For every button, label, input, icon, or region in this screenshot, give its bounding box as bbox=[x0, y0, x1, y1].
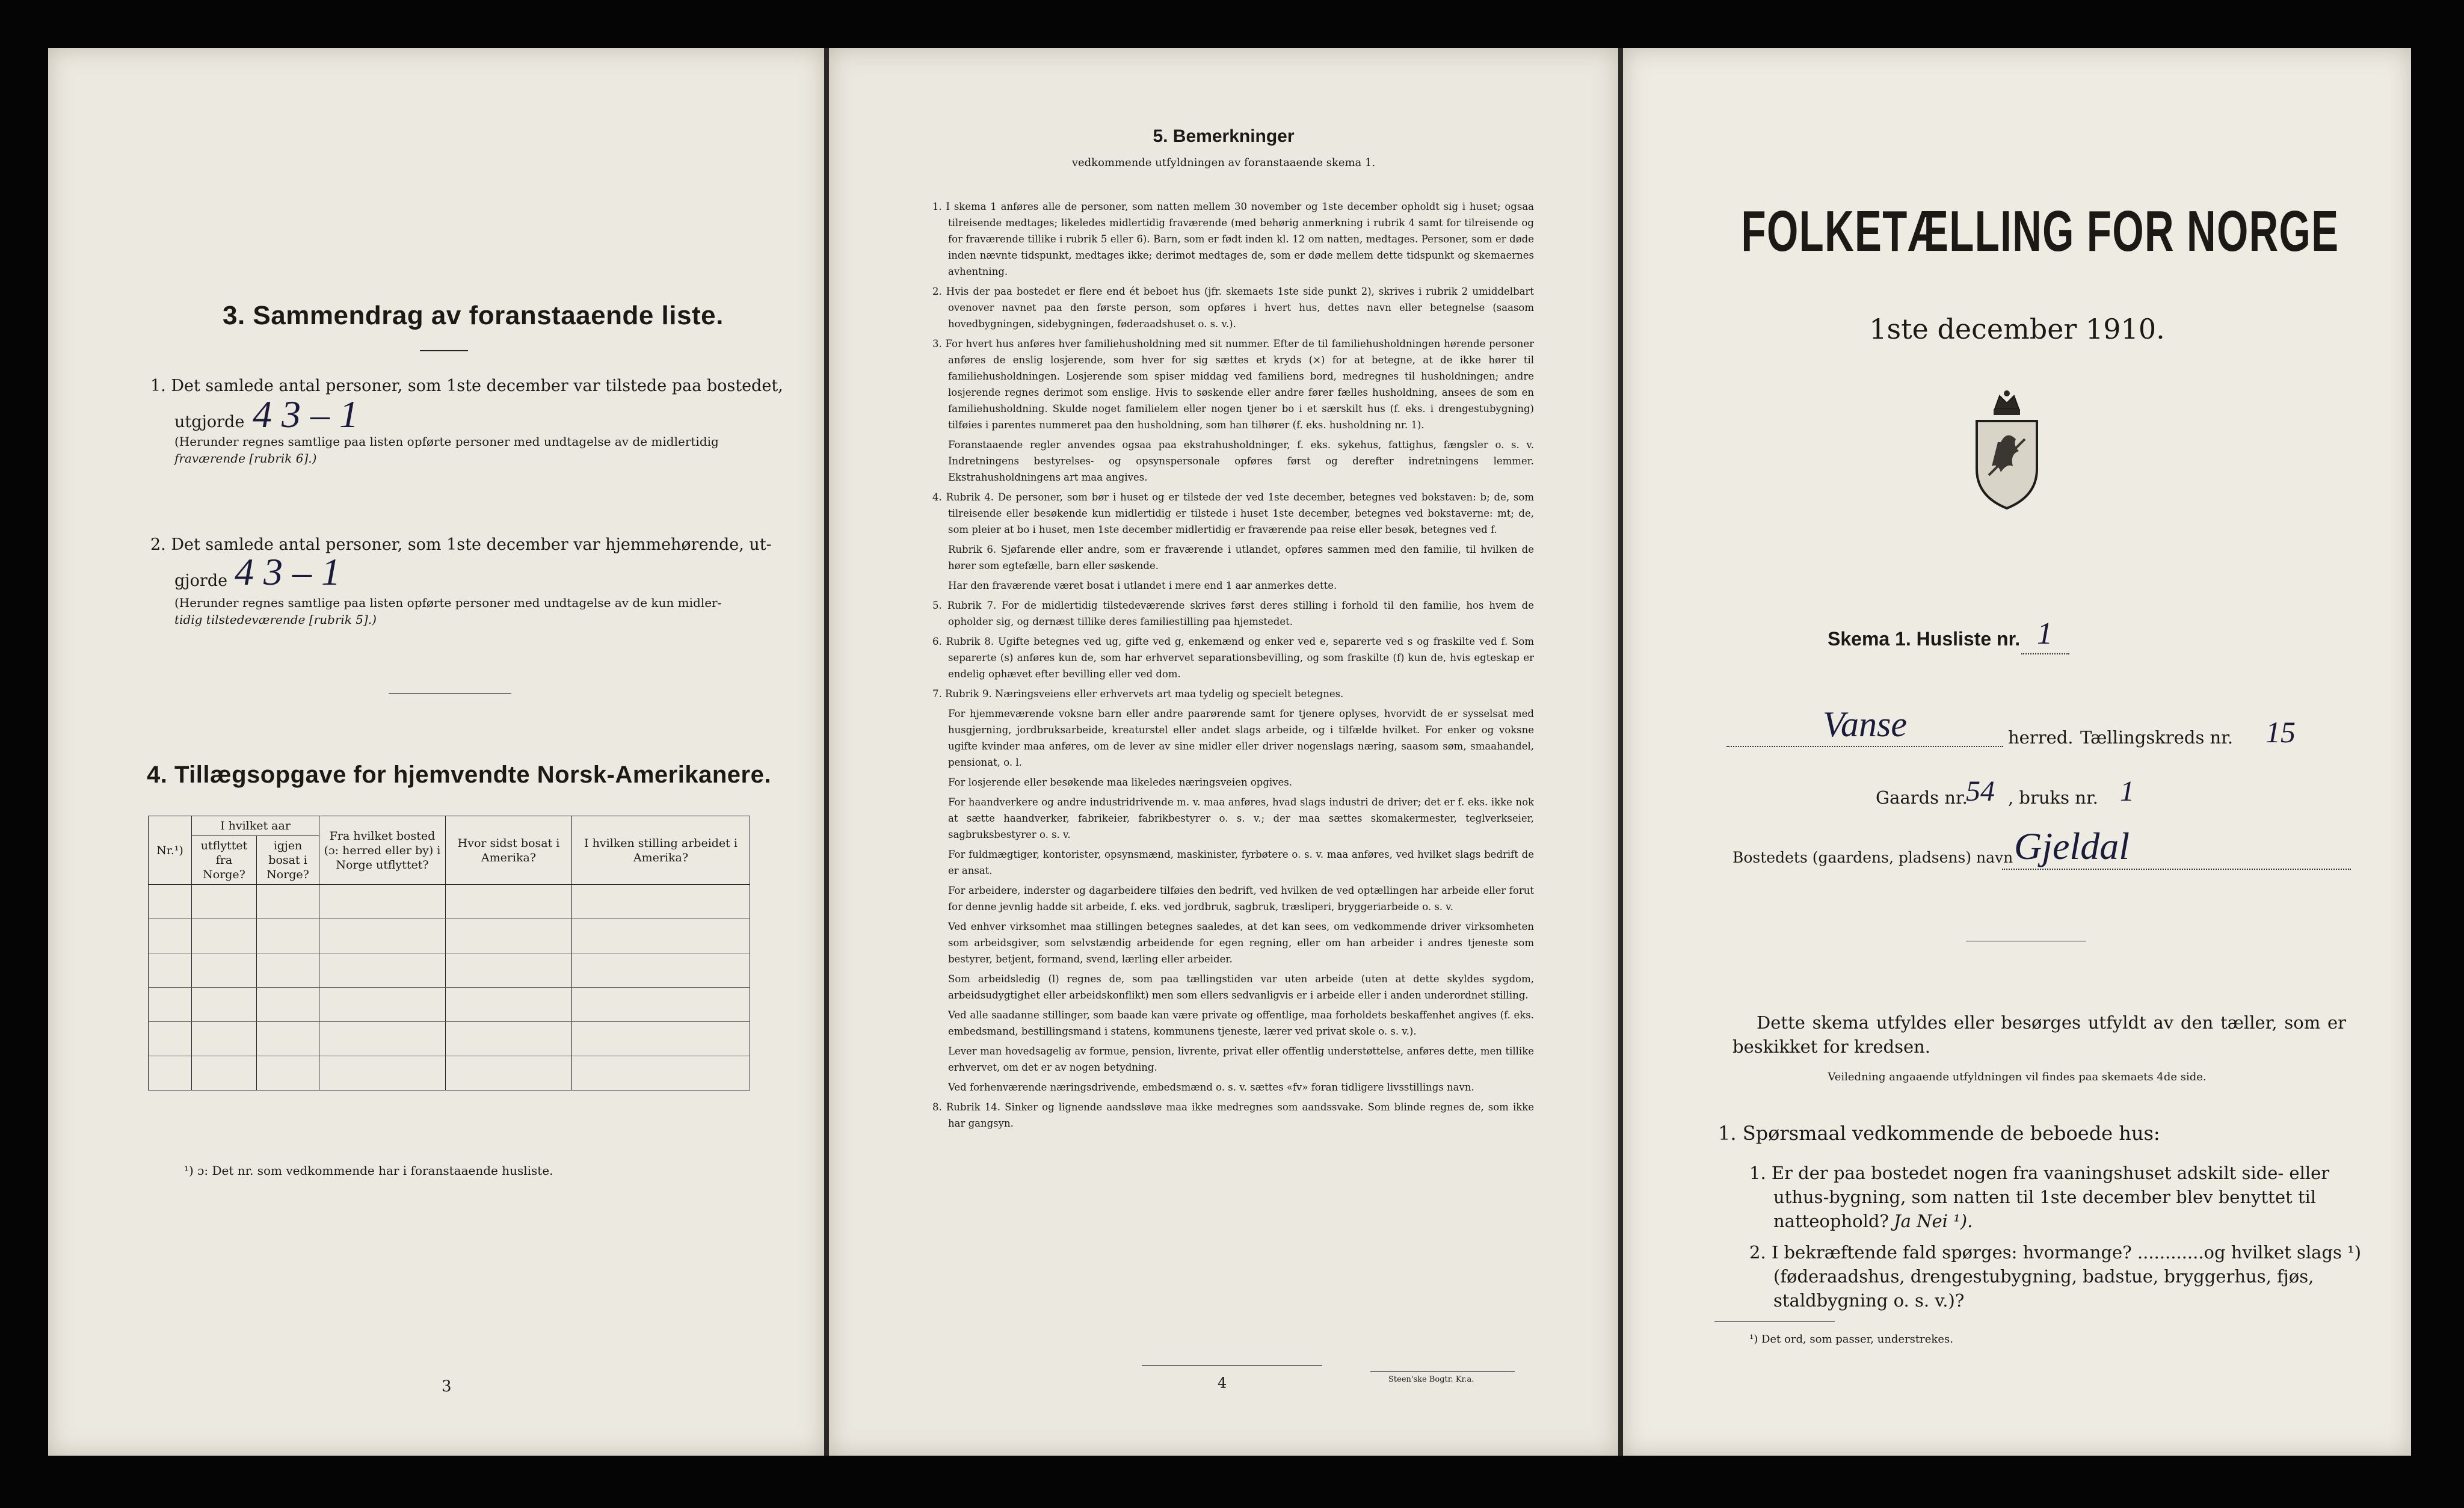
remark-7g: Ved enhver virksomhet maa stillingen betegnes saaledes, at det kan sees, om vedkommende driver virksomheten som arbeidsgiver, som selvstændig arbeidende for egen regning, eller om han arbeider i andres tjeneste som bestyrer, betjent, formand, svend, lærling eller arbeider. bbox=[948, 921, 1534, 965]
table-row bbox=[149, 1056, 750, 1091]
item2-note2: tidig tilstedeværende [rubrik 5].) bbox=[174, 612, 377, 627]
item2-handwritten: 4 3 – 1 bbox=[235, 550, 340, 593]
herred-label: herred. bbox=[2008, 727, 2074, 748]
table-row bbox=[149, 988, 750, 1022]
question-2: 2. I bekræftende fald spørges: hvormange? ............og hvilket slags ¹) (føderaadshus, drengestubygning, badstue, bryggerhus, fjøs, staldbygning o. s. v.)? bbox=[1749, 1242, 2362, 1311]
remark-3b: Foranstaaende regler anvendes ogsaa paa ekstrahusholdninger, f. eks. sykehus, fattighus, fængsler o. s. v. Indretningens bestyrelses- og opsynspersonale opføres først og derefter indretningens lemmer. Ekstrahusholdningens art maa angives. bbox=[948, 439, 1534, 483]
col-header-year-group: I hvilket aar bbox=[192, 816, 319, 836]
remark-1: 1. I skema 1 anføres alle de personer, som natten mellem 30 november og 1ste december opholdt sig i huset; ogsaa tilreisende medtages; likeledes midlertidig fraværende (med behørig anmerkning i rubrik 4 samt for tilreisende og for fraværende tillike i rubrik 5 eller 6). Barn, som er født inden kl. 12 om natten, medtages. Personer, som er døde inden nævnte tidspunkt, medtages ikke; derimot medtages de, som er døde mellem dette tidspunkt og skemaernes avhentning. bbox=[932, 201, 1534, 277]
remark-2: 2. Hvis der paa bostedet er flere end ét beboet hus (jfr. skemaets 1ste side punkt 2), skrives i rubrik 2 umiddelbart ovenover navnet paa den første person, som opføres i hvert hus, dettes navn eller betegnelse (saasom hovedbygningen, sidebygningen, føderaadshuset o. s. v.). bbox=[932, 286, 1534, 330]
remarks-list bbox=[932, 199, 1534, 1135]
item1-prefix: utgjorde bbox=[174, 413, 245, 431]
divider bbox=[1142, 1365, 1322, 1366]
remark-3: 3. For hvert hus anføres hver familiehusholdning med sit nummer. Efter de til familiehusholdningen hørende personer anføres de enslig losjerende, som hver for sig sættes et kryds (×) for at betegne, at de ikke hører til familiehusholdningen. Losjerende som spiser middag ved familiens bord, medregnes til husholdningen; andre losjerende regnes derimot som enslige. Hvis to søskende eller andre fører fælles husholdning, ansees de som en familiehusholdning. Skulde noget familielem eller nogen tjener bo i et særskilt hus (f. eks. i drengestubygning) tilføies i parentes nummeret paa den husholdning, som han tilhører (f. eks. husholdning nr. 1). bbox=[932, 338, 1534, 431]
remark-7e: For fuldmægtiger, kontorister, opsynsmænd, maskinister, fyrbøtere o. s. v. maa anføres, ved hvilket slags bedrift de er ansat. bbox=[948, 849, 1534, 876]
divider bbox=[1370, 1371, 1515, 1372]
schema-label: Skema 1. Husliste nr. bbox=[1828, 628, 2021, 650]
census-title: FOLKETÆLLING FOR NORGE bbox=[1741, 199, 2339, 263]
table-row bbox=[149, 885, 750, 919]
page-3 bbox=[48, 48, 824, 1456]
remark-7: 7. Rubrik 9. Næringsveiens eller erhvervets art maa tydelig og specielt betegnes. bbox=[932, 688, 1344, 700]
remark-7h: Som arbeidsledig (l) regnes de, som paa tællingstiden var uten arbeide (uten at dette skyldes sygdom, arbeidsudygtighet eller arbeidskonflikt) men som ellers sedvanligvis er i arbeide eller i anden underordnet stilling. bbox=[948, 973, 1534, 1001]
instruction-1: Dette skema utfyldes eller besørges utfyldt av den tæller, som er beskikket for kredsen. bbox=[1732, 1012, 2346, 1057]
page-fold bbox=[824, 48, 829, 1456]
remark-7j: Lever man hovedsagelig av formue, pension, livrente, privat eller offentlig understøttelse, anføres dette, men tillike erhvervet, om det er av nogen betydning. bbox=[948, 1045, 1534, 1073]
section4-title: 4. Tillægsopgave for hjemvendte Norsk-Amerikanere. bbox=[147, 762, 771, 788]
herred-line bbox=[1726, 746, 2003, 747]
item2-text: 2. Det samlede antal personer, som 1ste december var hjemmehørende, ut- bbox=[150, 535, 772, 554]
table-row bbox=[149, 919, 750, 953]
remark-7c: For losjerende eller besøkende maa likeledes næringsveien opgives. bbox=[948, 777, 1292, 788]
col-header-utflyttet: utflyttet fra Norge? bbox=[192, 836, 257, 885]
question-1-answer: Ja Nei ¹). bbox=[1894, 1211, 1973, 1231]
remark-4b: Rubrik 6. Sjøfarende eller andre, som er fraværende i utlandet, opføres sammen med den familie, til hvilken de hører som egtefælle, barn eller søskende. bbox=[948, 544, 1534, 571]
herred-value: Vanse bbox=[1823, 704, 1907, 744]
remark-7k: Ved forhenværende næringsdrivende, embedsmænd o. s. v. sættes «fv» foran tidligere livsstillings navn. bbox=[948, 1082, 1474, 1093]
remark-5: 5. Rubrik 7. For de midlertidig tilstedeværende skrives først deres stilling i forhold til den familie, hos hvem de opholder sig, og dernæst tillike deres familiestilling paa hjemstedet. bbox=[932, 600, 1534, 627]
col-header-fra: Fra hvilket bosted (ɔ: herred eller by) i Norge utflyttet? bbox=[319, 816, 446, 885]
page-number: 4 bbox=[1218, 1374, 1227, 1391]
divider bbox=[1714, 1321, 1835, 1322]
page-1 bbox=[1623, 48, 2411, 1456]
remark-4c: Har den fraværende været bosat i utlandet i mere end 1 aar anmerkes dette. bbox=[948, 580, 1337, 591]
bosted-value: Gjeldal bbox=[2014, 825, 2130, 867]
footnote: ¹) Det ord, som passer, understrekes. bbox=[1749, 1333, 1953, 1346]
item1-text: 1. Det samlede antal personer, som 1ste december var tilstede paa bostedet, bbox=[150, 377, 783, 395]
item1-note1: (Herunder regnes samtlige paa listen opførte personer med undtagelse av de midlertidig bbox=[174, 434, 719, 449]
kreds-value: 15 bbox=[2265, 715, 2296, 749]
item1-handwritten: 4 3 – 1 bbox=[253, 393, 359, 435]
page-number: 3 bbox=[442, 1377, 452, 1396]
table-row bbox=[149, 953, 750, 988]
page-fold bbox=[1618, 48, 1623, 1456]
bruks-label: , bruks nr. bbox=[2008, 787, 2098, 808]
col-header-nr: Nr.¹) bbox=[149, 816, 192, 885]
table-row bbox=[149, 1022, 750, 1056]
printer-mark: Steen'ske Bogtr. Kr.a. bbox=[1388, 1375, 1474, 1384]
section4-footnote: ¹) ɔ: Det nr. som vedkommende har i foranstaaende husliste. bbox=[184, 1163, 553, 1178]
item2-prefix: gjorde bbox=[174, 571, 228, 590]
bruks-value: 1 bbox=[2120, 775, 2134, 807]
item2-note1: (Herunder regnes samtlige paa listen opførte personer med undtagelse av de kun midler- bbox=[174, 596, 722, 610]
remark-7f: For arbeidere, inderster og dagarbeidere tilføies den bedrift, ved hvilken de ved optællingen har arbeide eller forut for denne jevnlig hadde sit arbeide, f. eks. ved jordbruk, sagbruk, træsliperi, bryggeriarbeide o. s. v. bbox=[948, 885, 1534, 912]
gaards-value: 54 bbox=[1966, 775, 1995, 807]
remark-7i: Ved alle saadanne stillinger, som baade kan være private og offentlige, maa forholdets beskaffenhet angives (f. eks. embedsmand, bestillingsmand i statens, kommunens tjeneste, lærer ved privat skole o. s. v.). bbox=[948, 1009, 1534, 1037]
remark-4: 4. Rubrik 4. De personer, som bør i huset og er tilstede der ved 1ste december, betegnes ved bokstaven: b; de, som tilreisende eller besøkende kun midlertidig er tilstede i huset 1ste december, betegnes ved bokstaverne: mt; de, som pleier at bo i huset, men 1ste december midlertidig er fraværende paa reise eller besøk, betegnes ved f. bbox=[932, 491, 1534, 535]
divider bbox=[389, 693, 511, 694]
kreds-label: Tællingskreds nr. bbox=[2080, 727, 2234, 748]
remarks-title: 5. Bemerkninger bbox=[1153, 126, 1295, 146]
census-date: 1ste december 1910. bbox=[1869, 313, 2165, 345]
col-header-igjen: igjen bosat i Norge? bbox=[257, 836, 319, 885]
instruction-2: Veiledning angaaende utfyldningen vil findes paa skemaets 4de side. bbox=[1828, 1071, 2207, 1083]
bosted-label: Bostedets (gaardens, pladsens) navn bbox=[1732, 849, 2013, 866]
gaards-label: Gaards nr. bbox=[1876, 787, 1968, 808]
husliste-nr: 1 bbox=[2037, 617, 2053, 651]
husliste-line bbox=[2021, 653, 2069, 654]
item1-note2: fraværende [rubrik 6].) bbox=[174, 451, 317, 466]
col-header-hvor: Hvor sidst bosat i Amerika? bbox=[446, 816, 572, 885]
remark-7b: For hjemmeværende voksne barn eller andre paarørende samt for tjenere oplyses, hvorvidt de er sysselsat med husgjerning, jordbruksarbeide, kreaturstel eller andet slags arbeide, og i tilfælde hvilket. For enker og voksne ugifte kvinder maa anføres, om de lever av sine midler eller driver nogenslags næring, saasom søm, smaahandel, pensionat, o. l. bbox=[948, 708, 1534, 768]
page-4 bbox=[829, 48, 1618, 1456]
remarks-subtitle: vedkommende utfyldningen av foranstaaende skema 1. bbox=[1071, 156, 1376, 169]
remark-7d: For haandverkere og andre industridrivende m. v. maa anføres, hvad slags industri de driver; det er f. eks. ikke nok at sætte haandverker, fabrikeier, fabrikbestyrer o. s. v.; der maa sættes skomakermester, teglverkseier, sagbruksbestyrer o. s. v. bbox=[948, 796, 1534, 840]
coat-of-arms-icon bbox=[1971, 385, 2043, 511]
tillegg-table bbox=[148, 816, 750, 1091]
bosted-line bbox=[2002, 869, 2351, 870]
section3-title: 3. Sammendrag av foranstaaende liste. bbox=[223, 301, 724, 330]
questions-heading: 1. Spørsmaal vedkommende de beboede hus: bbox=[1718, 1122, 2160, 1145]
question-1: 1. Er der paa bostedet nogen fra vaaningshuset adskilt side- eller uthus-bygning, som natten til 1ste december blev benyttet til natteophold? bbox=[1749, 1163, 2330, 1231]
col-header-stilling: I hvilken stilling arbeidet i Amerika? bbox=[572, 816, 750, 885]
divider bbox=[420, 350, 468, 351]
remark-8: 8. Rubrik 14. Sinker og lignende aandssløve maa ikke medregnes som aandssvake. Som blinde regnes de, som ikke har gangsyn. bbox=[932, 1101, 1534, 1129]
remark-6: 6. Rubrik 8. Ugifte betegnes ved ug, gifte ved g, enkemænd og enker ved e, separerte ved s og fraskilte ved f. Som separerte (s) anføres kun de, som har erhvervet separationsbevilling, og som fraskilte (f) kun de, hvis egteskap er endelig ophævet efter bevilling eller ved dom. bbox=[932, 636, 1534, 680]
